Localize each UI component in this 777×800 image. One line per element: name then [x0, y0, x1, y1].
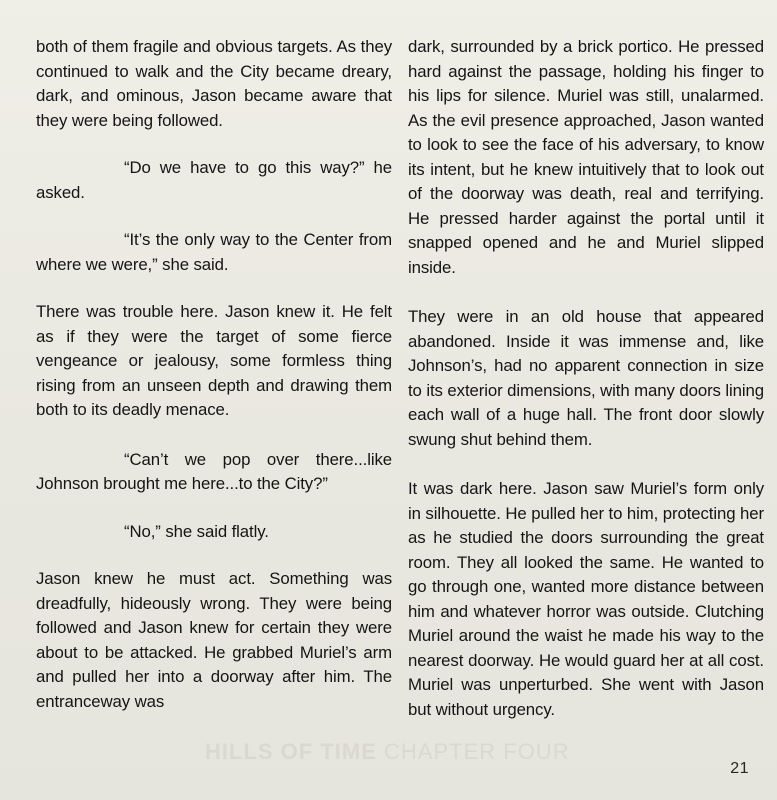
right-column — [408, 35, 764, 722]
paragraph: They were in an old house that appeared abandoned. Inside it was immense and, like Johnson’s, had no apparent connection in size to its exterior dimensions, with many doors lining each wall of a huge hall. The front door slowly swung shut behind them. — [408, 307, 764, 449]
left-column — [36, 35, 392, 714]
bleed-through-header — [205, 739, 570, 765]
page-number: 21 — [730, 760, 749, 777]
dialogue-paragraph: “Can’t we pop over there...like Johnson brought me here...to the City?” — [36, 449, 392, 493]
bleed-through-chapter: CHAPTER FOUR — [384, 739, 570, 764]
paragraph: There was trouble here. Jason knew it. He felt as if they were the target of some fierce vengeance or jealousy, some formless thing rising from an unseen depth and drawing them both to its deadly menace. — [36, 302, 392, 419]
dialogue-paragraph: “Do we have to go this way?” he asked. — [36, 158, 392, 202]
paragraph: both of them fragile and obvious targets. As they continued to walk and the City became dreary, dark, and ominous, Jason became aware that they were being followed. — [36, 37, 392, 130]
paragraph: Jason knew he must act. Something was dreadfully, hideously wrong. They were being followed and Jason knew for certain they were about to be attacked. He grabbed Muriel’s arm and pulled her into a doorway after him. The entranceway was — [36, 569, 392, 711]
bleed-through-title: HILLS OF TIME — [205, 739, 377, 764]
dialogue-paragraph: “It’s the only way to the Center from where we were,” she said. — [36, 230, 392, 274]
dialogue-paragraph: “No,” she said flatly. — [124, 521, 269, 541]
paragraph: It was dark here. Jason saw Muriel’s form only in silhouette. He pulled her to him, protecting her as he studied the doors surrounding the great room. They all looked the same. He wanted to go through one, wanted more distance between him and whatever horror was outside. Clutching Muriel around the waist he made his way to the nearest doorway. He would guard her at all cost. Muriel was unperturbed. She went with Jason but without urgency. — [408, 479, 764, 719]
paragraph: dark, surrounded by a brick portico. He pressed hard against the passage, holding his finger to his lips for silence. Muriel was still, unalarmed. As the evil presence approached, Jason wanted to look to see the face of his adversary, to know its intent, but he knew intuitively that to look out of the doorway was death, real and terrifying. He pressed harder against the portal until it snapped opened and he and Muriel slipped inside. — [408, 37, 764, 277]
